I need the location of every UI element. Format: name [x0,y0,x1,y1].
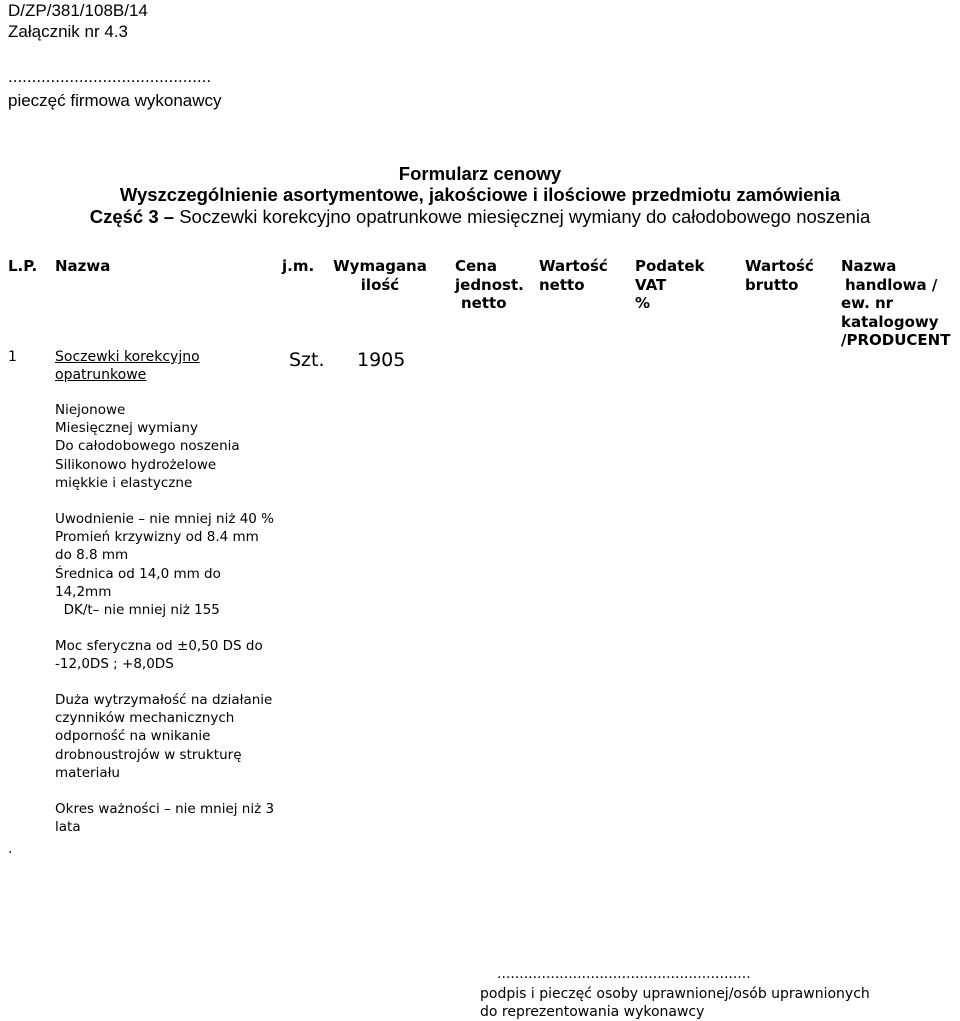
spec-group-parameters: Uwodnienie – nie mniej niż 40 % Promień krzywizny od 8.4 mm do 8.8 mm Średnica od 14,0 mm do 14,2mm DK/t– nie mniej niż 155 [55,511,274,619]
stray-dot: . [8,841,13,857]
header-wartosc-brutto: Wartość brutto [745,257,814,294]
form-title: Formularz cenowy [398,163,562,184]
spec-group-power: Moc sferyczna od ±0,50 DS do -12,0DS ; +8,0DS [55,638,263,673]
spec-group-expiry: Okres ważności – nie mniej niż 3 lata [55,801,275,836]
stamp-dots: ........................................... [8,67,212,86]
header-lp: L.P. [8,257,38,275]
form-subtitle: Wyszczególnienie asortymentowe, jakościowe i ilościowe przedmiotu zamówienia [119,184,841,205]
row-item-name: Soczewki korekcyjno opatrunkowe [55,349,200,383]
part-dash: – [163,206,175,227]
header-cena: Cena jednost. netto [455,257,524,312]
document-reference: D/ZP/381/108B/14 [8,1,148,20]
header-wartosc-netto: Wartość netto [539,257,608,294]
row-unit: Szt. [289,349,325,371]
part-description: Soczewki korekcyjno opatrunkowe miesięcznej wymiany do całodobowego noszenia [179,206,871,227]
attachment-number: Załącznik nr 4.3 [8,22,128,41]
header-jm: j.m. [282,257,315,275]
stamp-label: pieczęć firmowa wykonawcy [8,91,222,110]
signature-line-2: do reprezentowania wykonawcy [480,1004,705,1020]
part-line [0,206,960,228]
signature-line-1: podpis i pieczęć osoby uprawnionej/osób uprawnionych [480,986,870,1002]
spec-group-material: Niejonowe Miesięcznej wymiany Do całodobowego noszenia Silikonowo hydrożelowe miękkie i elastyczne [55,402,240,491]
part-label: Część 3 [89,206,159,227]
header-nazwa: Nazwa [55,257,111,275]
row-quantity: 1905 [357,349,406,371]
header-ilosc: Wymagana ilość [333,257,427,294]
header-vat: Podatek VAT % [635,257,705,312]
row-lp: 1 [8,349,17,365]
signature-dots: ......................................................... [497,966,751,982]
header-producent: Nazwa handlowa / ew. nr katalogowy /PRODUCENT [841,257,951,349]
spec-group-durability: Duża wytrzymałość na działanie czynników mechanicznych odporność na wnikanie drobnoustrojów w strukturę materiału [55,692,273,781]
